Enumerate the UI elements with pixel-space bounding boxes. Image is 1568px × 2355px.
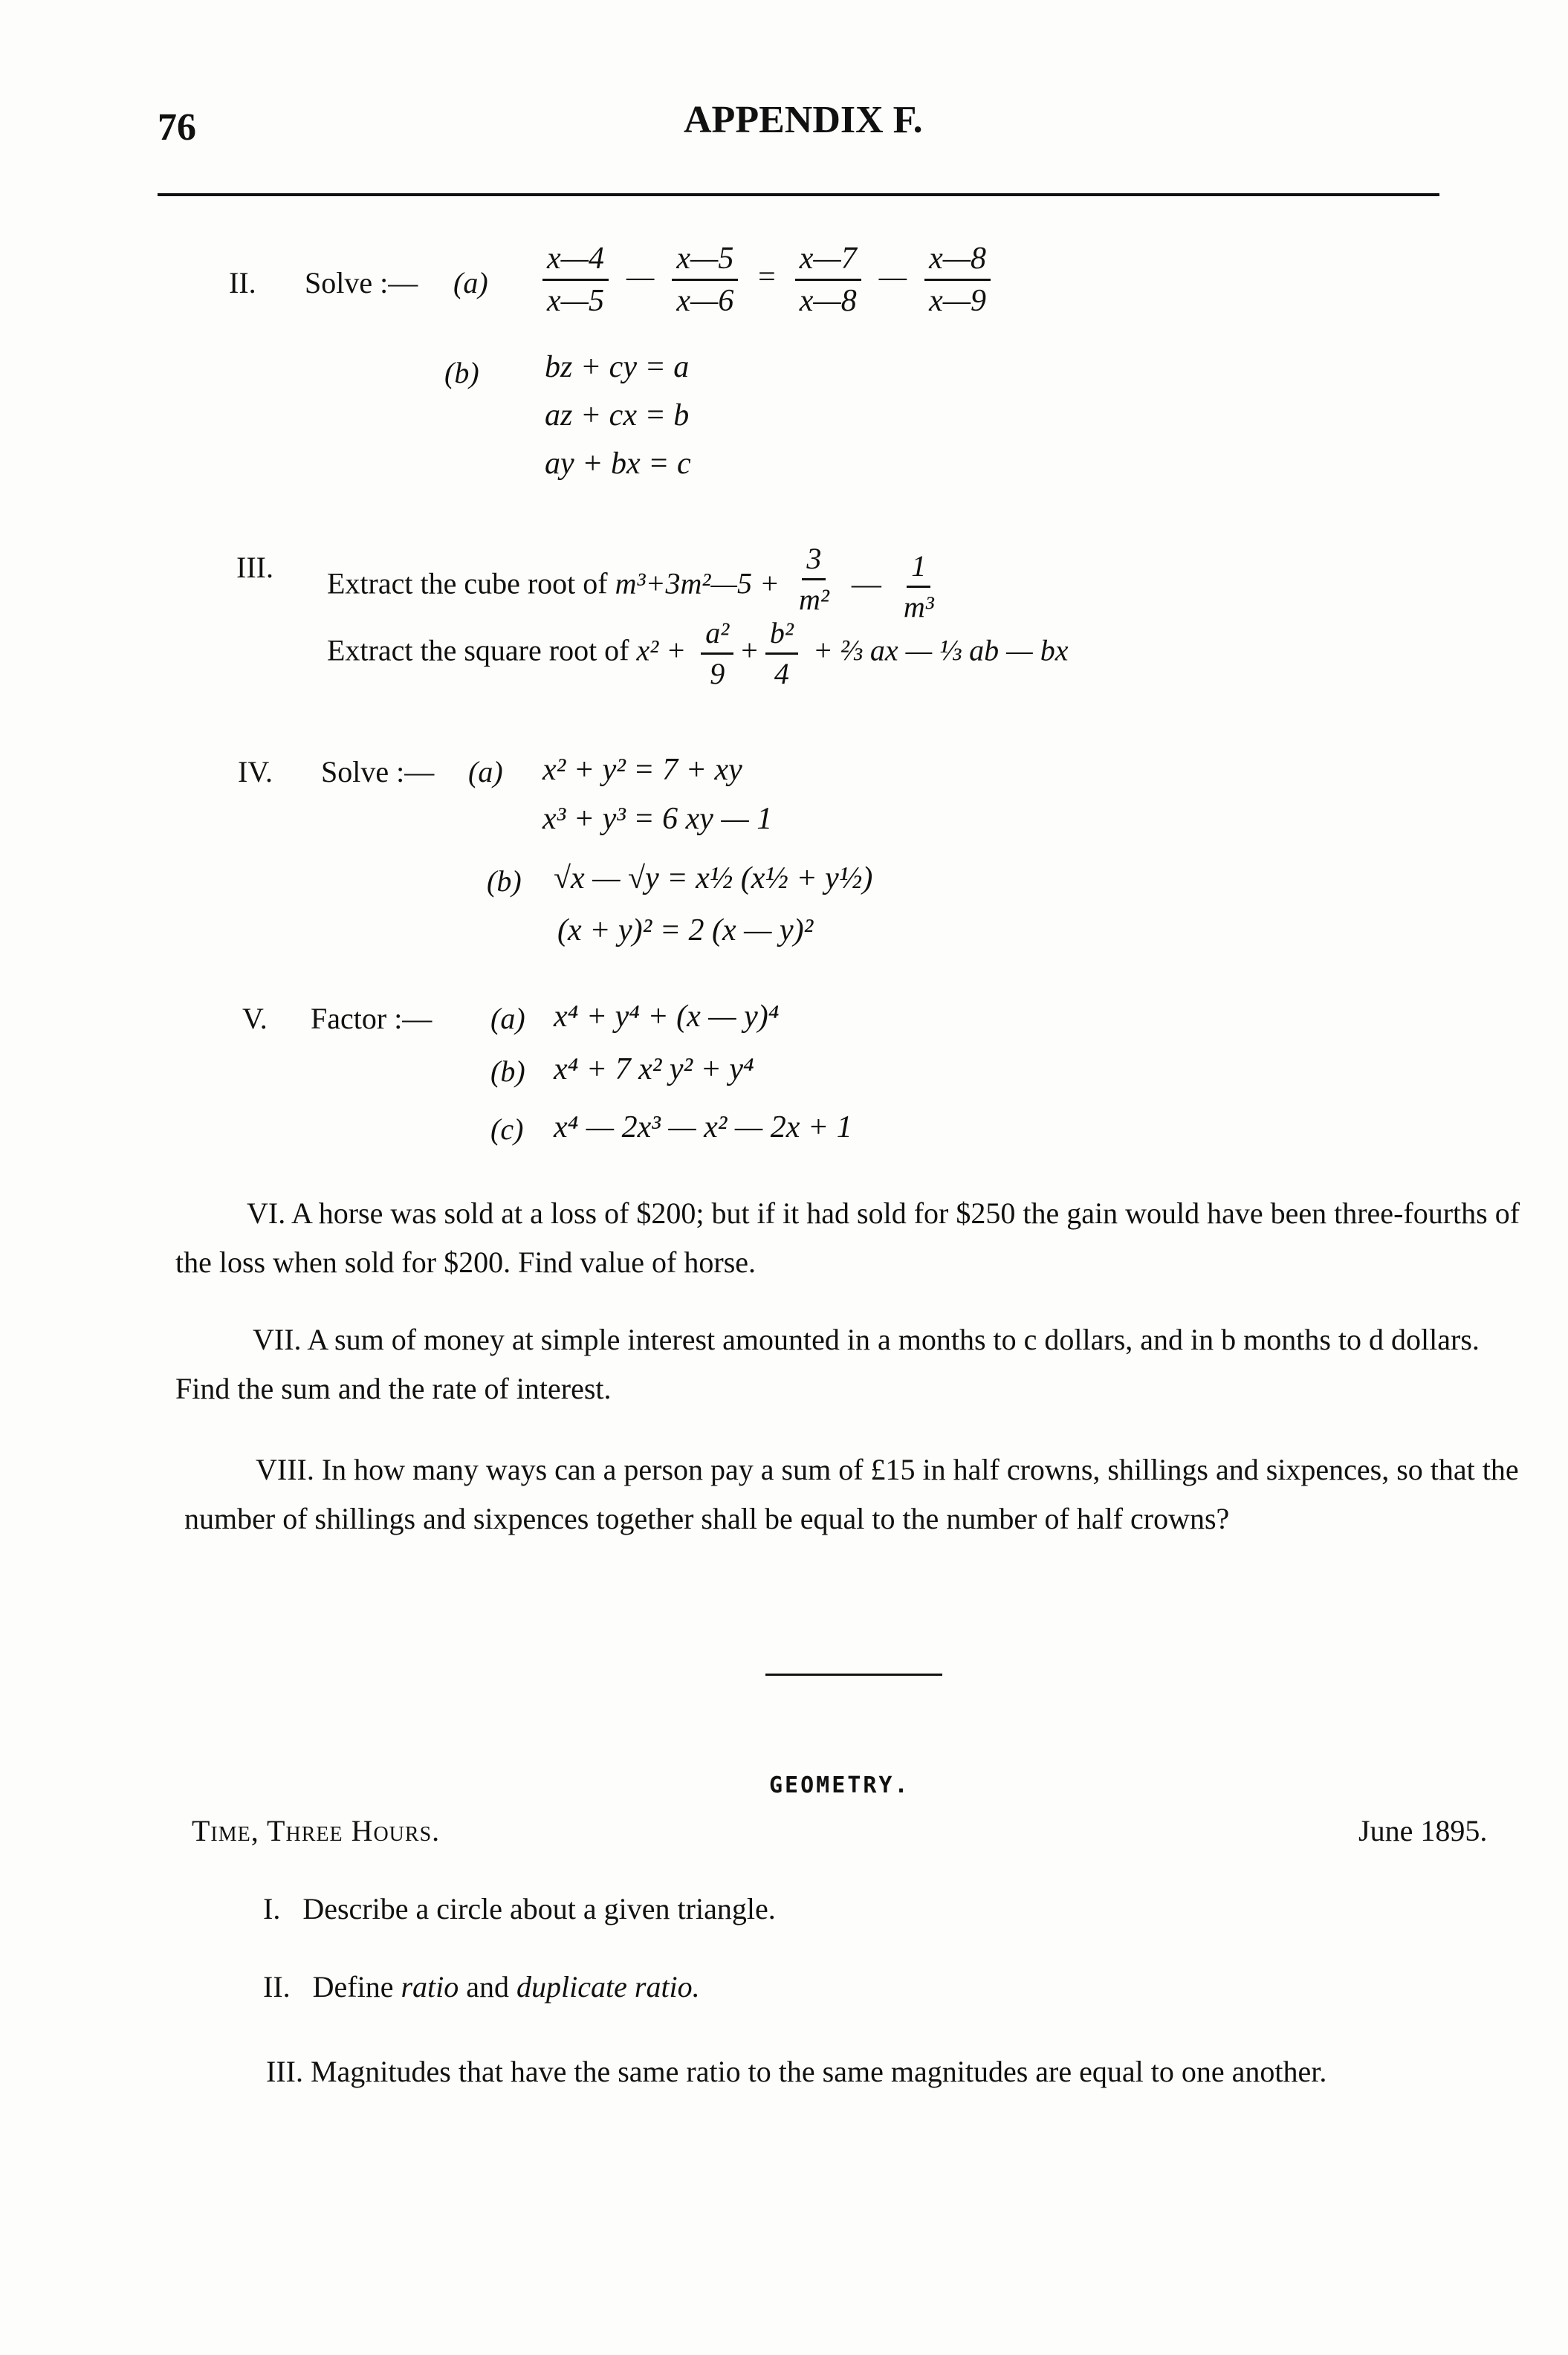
q6-paragraph	[175, 1189, 1528, 1287]
exam-date: June 1895.	[1358, 1814, 1488, 1847]
page-title: APPENDIX F.	[684, 99, 923, 141]
q5-a-label: (a)	[490, 1002, 525, 1035]
q3-line2: Extract the square root of x² + $\frac{\text{a²}}{9}$ + $\frac{\text{b²}}{4}$ + ⅔ ax — ⅓ ab — bx	[327, 616, 1069, 690]
q3-line1-text: Extract the cube root of	[327, 566, 608, 600]
geo-q3-text: Magnitudes that have the same ratio to the same magnitudes are equal to one another.	[310, 2055, 1327, 2088]
q2-f4-den: x—9	[929, 284, 987, 319]
q4-number: IV.	[238, 755, 273, 788]
q2-f1-den: x—5	[547, 284, 604, 319]
q4-a-label: (a)	[468, 755, 503, 788]
geo-q2-mid: and	[466, 1970, 510, 2003]
q3-line2-text: Extract the square root of	[327, 633, 629, 667]
geo-q2	[263, 1969, 700, 2004]
q3-line2-rest: + ⅔ ax — ⅓ ab — bx	[812, 633, 1069, 667]
section-divider	[765, 1674, 942, 1676]
q3-g2-den: 4	[774, 657, 789, 690]
q4-a-eq2: x³ + y³ = 6 xy — 1	[542, 802, 773, 836]
q4-label: Solve :—	[321, 755, 435, 788]
q3-f2-den: m³	[903, 590, 934, 623]
geo-q3-number: III.	[266, 2055, 303, 2088]
q2-f2-num: x—5	[672, 242, 738, 281]
q6-number: VI.	[247, 1196, 286, 1230]
q3-f2-num: 1	[907, 550, 930, 588]
q5-label: Factor :—	[311, 1002, 433, 1035]
q3-g2-num: b²	[765, 617, 798, 655]
time-allowed: Time, Three Hours.	[192, 1814, 441, 1847]
q2-b-label: (b)	[444, 356, 479, 389]
q2-a-label: (a)	[453, 266, 488, 299]
q2-f4-num: x—8	[924, 242, 991, 281]
q4-b-eq1: √x — √y = x½ (x½ + y½)	[554, 861, 873, 895]
geo-q2-word-ratio: ratio	[401, 1970, 459, 2003]
geo-q1-text: Describe a circle about a given triangle.	[302, 1892, 776, 1925]
page-number: 76	[158, 106, 196, 149]
q2-f3-den: x—8	[799, 284, 857, 319]
q3-f1-den: m²	[798, 583, 829, 616]
q8-paragraph	[184, 1445, 1529, 1543]
q4-b-eq2: (x + y)² = 2 (x — y)²	[557, 913, 814, 947]
q3-number: III.	[236, 551, 273, 584]
geo-q2-word-duplicate: duplicate ratio.	[516, 1970, 700, 2003]
q4-b-label: (b)	[487, 864, 522, 898]
q5-c-label: (c)	[490, 1112, 524, 1146]
geo-q3-paragraph	[195, 2047, 1532, 2096]
q2-b-eq1: bz + cy = a	[545, 350, 690, 384]
q8-text: In how many ways can a person pay a sum of £15 in half crowns, shillings and sixpences, so that the number of shillings and sixpences together shall be equal to the number of half crowns?	[184, 1453, 1519, 1535]
q3-line2-x2: x² +	[636, 633, 687, 667]
header-rule	[158, 193, 1439, 196]
geo-q1	[263, 1891, 776, 1926]
q2-b-eq2: az + cx = b	[545, 398, 690, 433]
geo-q2-pre: Define	[312, 1970, 394, 2003]
q8-number: VIII.	[256, 1453, 314, 1486]
q3-g1-num: a²	[701, 617, 733, 655]
q6-text: A horse was sold at a loss of $200; but if it had sold for $250 the gain would have been three-fourths of the loss when sold for $200. Find value of horse.	[175, 1196, 1520, 1279]
q5-c-expr: x⁴ — 2x³ — x² — 2x + 1	[554, 1110, 852, 1144]
q5-number: V.	[242, 1002, 268, 1035]
q3-g1-den: 9	[710, 657, 725, 690]
q5-b-label: (b)	[490, 1055, 525, 1088]
q7-paragraph	[175, 1315, 1528, 1413]
q2-f1-num: x—4	[542, 242, 609, 281]
q2-label: Solve :—	[305, 266, 418, 299]
q2-number: II.	[229, 266, 256, 299]
q4-a-eq1: x² + y² = 7 + xy	[542, 753, 742, 787]
q3-line1-expr: m³+3m²—5 +	[615, 566, 780, 600]
q5-b-expr: x⁴ + 7 x² y² + y⁴	[554, 1052, 754, 1086]
geo-q1-number: I.	[263, 1892, 281, 1925]
q3-f1-num: 3	[802, 542, 826, 580]
q2-f3-num: x—7	[795, 242, 861, 281]
q5-a-expr: x⁴ + y⁴ + (x — y)⁴	[554, 1000, 780, 1034]
q7-text: A sum of money at simple interest amounted in a months to c dollars, and in b months to d dollars. Find the sum and the rate of interest.	[175, 1323, 1480, 1405]
q3-line1: Extract the cube root of m³+3m²—5 + $\frac{3}{\text{m²}}$ — $\frac{1}{\text{m³}}$	[327, 550, 946, 623]
q2-f2-den: x—6	[676, 284, 734, 319]
q2-b-eq3: ay + bx = c	[545, 447, 691, 481]
geo-q2-number: II.	[263, 1970, 291, 2003]
geometry-title: GEOMETRY.	[769, 1772, 910, 1798]
q2-a-equation: $\frac{x—4}{x—5}$ — $\frac{x—5}{x—6}$ = $\frac{x—7}{x—8}$ — $\frac{x—8}{x—9}$	[535, 242, 998, 318]
q7-number: VII.	[253, 1323, 302, 1356]
